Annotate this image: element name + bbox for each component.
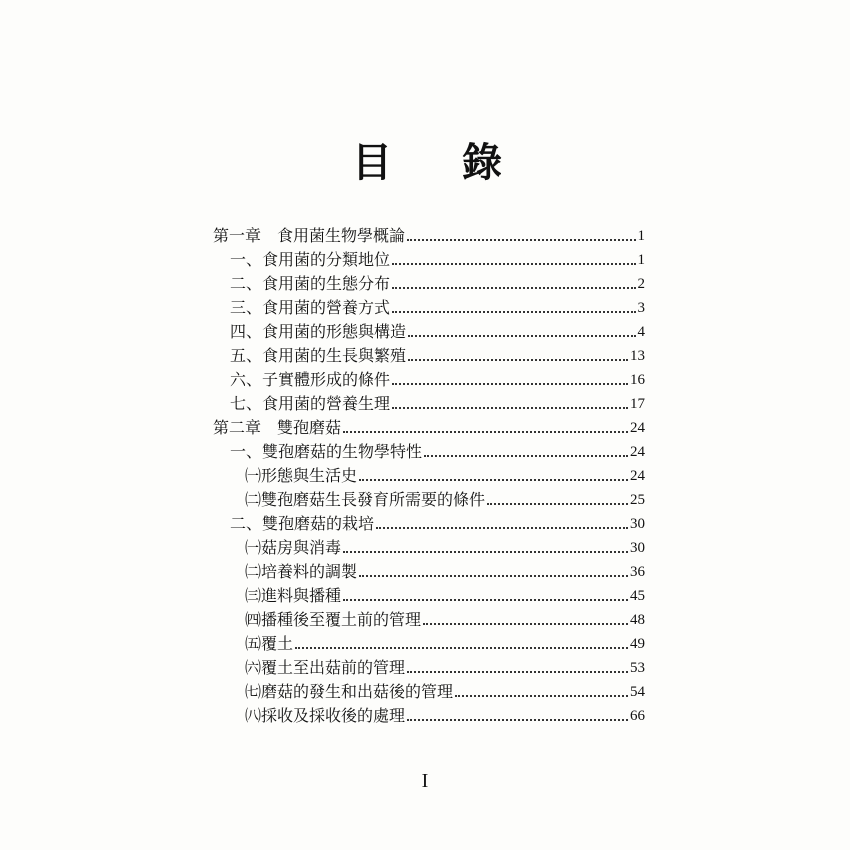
toc-entry-label: ㈡雙孢磨菇生長發育所需要的條件 [245, 490, 486, 509]
toc-entry [230, 270, 645, 294]
toc-entry [230, 510, 645, 534]
dot-leader [455, 695, 628, 697]
title-char-2: 錄 [462, 139, 502, 186]
toc-entry-page: 24 [630, 468, 645, 484]
toc-entry [213, 414, 645, 438]
dot-leader [343, 431, 628, 433]
toc-entry [245, 606, 645, 630]
toc-entry-label: 一、雙孢磨菇的生物學特性 [230, 442, 423, 461]
toc-entry-page: 49 [630, 636, 645, 652]
dot-leader [407, 719, 628, 721]
dot-leader [487, 503, 628, 505]
dot-leader [408, 335, 635, 337]
toc-entry-label: 第一章 食用菌生物學概論 [213, 226, 406, 245]
toc-entry-page: 53 [630, 660, 645, 676]
toc-entry-page: 66 [630, 708, 645, 724]
dot-leader [392, 383, 628, 385]
toc-entry [230, 342, 645, 366]
toc-entry-label: 五、食用菌的生長與繁殖 [230, 346, 407, 365]
toc-entry [245, 630, 645, 654]
toc-entry [230, 294, 645, 318]
dot-leader [423, 623, 628, 625]
toc-entry-page: 45 [630, 588, 645, 604]
toc-entry-page: 24 [630, 444, 645, 460]
toc-entry-label: ㈠形態與生活史 [245, 466, 358, 485]
toc-entry [245, 582, 645, 606]
toc-entry-label: ㈤覆土 [245, 634, 294, 653]
toc-entry-label: ㈦磨菇的發生和出菇後的管理 [245, 682, 454, 701]
toc-entry-label: ㈣播種後至覆土前的管理 [245, 610, 422, 629]
dot-leader [392, 311, 635, 313]
toc-entry [245, 558, 645, 582]
toc-entry-page: 4 [637, 324, 645, 340]
toc-entry-label: 六、子實體形成的條件 [230, 370, 391, 389]
dot-leader [343, 551, 628, 553]
toc-entry [230, 438, 645, 462]
dot-leader [392, 407, 628, 409]
toc-entry [245, 462, 645, 486]
toc-entry-label: 七、食用菌的營養生理 [230, 394, 391, 413]
page-title [0, 138, 850, 188]
toc-entry-label: 二、食用菌的生態分布 [230, 274, 391, 293]
dot-leader [359, 575, 628, 577]
toc-entry-label: 三、食用菌的營養方式 [230, 298, 391, 317]
toc-entry-page: 48 [630, 612, 645, 628]
dot-leader [295, 647, 628, 649]
toc-entry-label: 第二章 雙孢磨菇 [213, 418, 342, 437]
toc-entry-page: 16 [630, 372, 645, 388]
toc-entry-page: 25 [630, 492, 645, 508]
dot-leader [407, 239, 635, 241]
toc-entry-page: 54 [630, 684, 645, 700]
toc-entry-page: 13 [630, 348, 645, 364]
toc-entry [245, 702, 645, 726]
toc-entry-page: 30 [630, 540, 645, 556]
toc-entry [245, 486, 645, 510]
dot-leader [407, 671, 628, 673]
toc-entry [230, 390, 645, 414]
toc-entry-page: 36 [630, 564, 645, 580]
toc-entry-label: 二、雙孢磨菇的栽培 [230, 514, 375, 533]
dot-leader [343, 599, 628, 601]
toc-entry [230, 246, 645, 270]
toc-entry-page: 1 [637, 252, 645, 268]
dot-leader [392, 263, 635, 265]
dot-leader [392, 287, 635, 289]
toc-entry [245, 534, 645, 558]
toc-entry [213, 222, 645, 246]
toc-entry-page: 17 [630, 396, 645, 412]
dot-leader [408, 359, 628, 361]
toc-entry-page: 30 [630, 516, 645, 532]
toc-entry-label: 一、食用菌的分類地位 [230, 250, 391, 269]
toc-entry [230, 318, 645, 342]
title-char-1: 目 [352, 139, 392, 186]
toc-entry-label: ㈧採收及採收後的處理 [245, 706, 406, 725]
toc-entry-page: 2 [637, 276, 645, 292]
toc-entry-label: ㈢進料與播種 [245, 586, 342, 605]
toc-entry [230, 366, 645, 390]
toc-entry-page: 3 [637, 300, 645, 316]
dot-leader [376, 527, 628, 529]
toc-entry [245, 678, 645, 702]
toc-entry [245, 654, 645, 678]
page-number: I [421, 770, 429, 792]
dot-leader [359, 479, 628, 481]
toc-entry-page: 1 [637, 228, 645, 244]
toc-entry-label: 四、食用菌的形態與構造 [230, 322, 407, 341]
toc-entry-page: 24 [630, 420, 645, 436]
toc-entry-label: ㈡培養料的調製 [245, 562, 358, 581]
dot-leader [424, 455, 628, 457]
toc-entry-label: ㈠菇房與消毒 [245, 538, 342, 557]
toc-entry-label: ㈥覆土至出菇前的管理 [245, 658, 406, 677]
